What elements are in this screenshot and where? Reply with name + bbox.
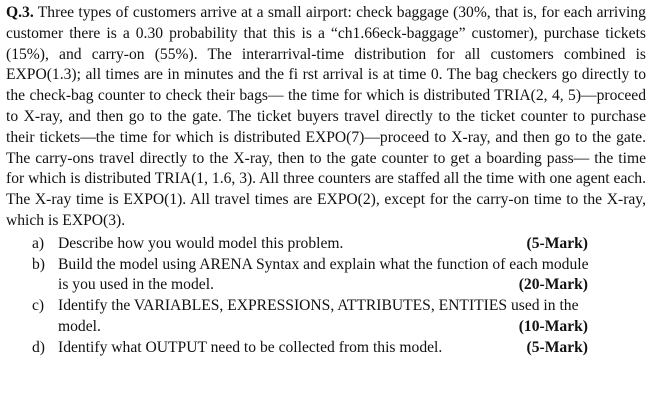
- part-mark: (20-Mark): [518, 276, 588, 294]
- document-page: [6, 0, 646, 359]
- question-paragraph: [6, 3, 646, 232]
- part-mark: (5-Mark): [526, 234, 588, 252]
- part-letter: a): [32, 234, 45, 252]
- question-parts-list: [6, 234, 646, 359]
- part-letter: c): [32, 297, 45, 315]
- part-mark: (10-Mark): [518, 317, 588, 335]
- question-part-a: [32, 234, 646, 255]
- part-text: Build the model using ARENA Syntax and explain what the function of each module: [58, 255, 589, 273]
- part-text: Identify the VARIABLES, EXPRESSIONS, ATTRIBUTES, ENTITIES used in the: [58, 297, 579, 315]
- part-text-continued: model.: [58, 317, 101, 335]
- question-part-d: [32, 338, 646, 359]
- part-letter: b): [32, 255, 45, 273]
- part-text-continued: is you used in the model.: [58, 276, 214, 294]
- part-text: Describe how you would model this problem.: [58, 234, 344, 252]
- part-text: Identify what OUTPUT need to be collected from this model.: [58, 338, 443, 356]
- question-text: Three types of customers arrive at a small airport: check baggage (30%, that is, for each arriving customer there is a 0.30 probability that this is a “ch1.66eck-baggage” customer), purchase tickets (15%), and carry-on (55%). The interarrival-time distribution for all customers combined is EXPO(1.3); all times are in minutes and the fi rst arrival is at time 0. The bag checkers go directly to the check-bag counter to check their bags— the time for which is distributed TRIA(2, 4, 5)—proceed to X-ray, and then go to the gate. The ticket buyers travel directly to the ticket counter to purchase their tickets—the time for which is distributed EXPO(7)—proceed to X-ray, and then go to the gate. The carry-ons travel directly to the X-ray, then to the gate counter to get a boarding pass— the time for which is distributed TRIA(1, 1.6, 3). All three counters are staffed all the time with one agent each. The X-ray time is EXPO(1). All travel times are EXPO(2), except for the carry-on time to the X-ray, which is EXPO(3).: [6, 4, 646, 229]
- part-mark: (5-Mark): [526, 338, 588, 356]
- question-part-b: [32, 255, 646, 297]
- part-letter: d): [32, 338, 45, 356]
- question-number: Q.3.: [6, 4, 34, 21]
- question-part-c: [32, 296, 646, 338]
